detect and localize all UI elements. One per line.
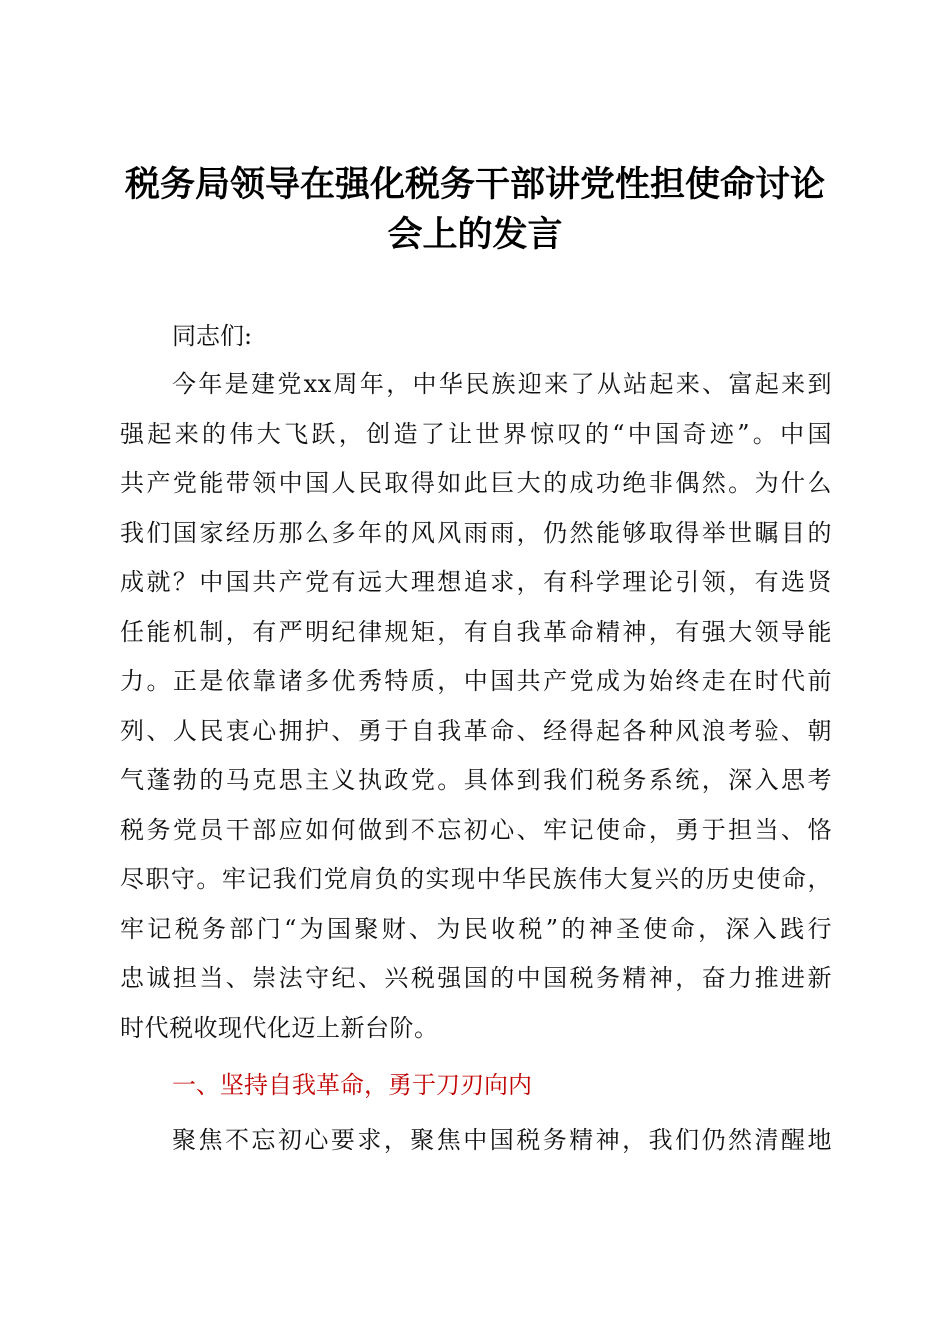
section-heading: 一、坚持自我革命，勇于刀刃向内 <box>172 1071 532 1099</box>
title-line-2: 会上的发言 <box>387 215 563 255</box>
paragraph-1-line: 税务党员干部应如何做到不忘初心、牢记使命，勇于担当、恪 <box>120 815 832 844</box>
paragraph-2 <box>120 1116 832 1166</box>
paragraph-1-line: 任能机制，有严明纪律规矩，有自我革命精神，有强大领导能 <box>120 617 832 646</box>
paragraph-1-line: 今年是建党xx周年，中华民族迎来了从站起来、富起来到 <box>172 370 832 398</box>
paragraph-1-line: 力。正是依靠诸多优秀特质，中国共产党成为始终走在时代前 <box>120 667 832 695</box>
paragraph-1-line: 牢记税务部门“为国聚财、为民收税”的神圣使命，深入践行 <box>120 914 832 943</box>
document-title <box>100 160 850 260</box>
paragraph-1-line: 成就？中国共产党有远大理想追求，有科学理论引领，有选贤 <box>120 568 832 596</box>
paragraph-1-line: 忠诚担当、崇法守纪、兴税强国的中国税务精神，奋力推进新 <box>120 964 832 992</box>
paragraph-2-line: 聚焦不忘初心要求，聚焦中国税务精神，我们仍然清醒地 <box>172 1126 832 1154</box>
paragraph-1-line: 气蓬勃的马克思主义执政党。具体到我们税务系统，深入思考 <box>120 766 832 794</box>
paragraph-1-line: 尽职守。牢记我们党肩负的实现中华民族伟大复兴的历史使命， <box>120 865 832 893</box>
greeting: 同志们: <box>172 322 253 350</box>
paragraph-1-line: 共产党能带领中国人民取得如此巨大的成功绝非偶然。为什么 <box>120 469 832 497</box>
paragraph-1 <box>120 360 832 1053</box>
paragraph-1-line: 我们国家经历那么多年的风风雨雨，仍然能够取得举世瞩目的 <box>120 518 832 547</box>
paragraph-1-line: 时代税收现代化迈上新台阶。 <box>120 1013 439 1042</box>
paragraph-1-line: 列、人民衷心拥护、勇于自我革命、经得起各种风浪考验、朝 <box>120 716 832 745</box>
paragraph-1-line: 强起来的伟大飞跃，创造了让世界惊叹的“中国奇迹”。中国 <box>120 419 832 448</box>
title-line-1: 税务局领导在强化税务干部讲党性担使命讨论 <box>124 165 825 205</box>
